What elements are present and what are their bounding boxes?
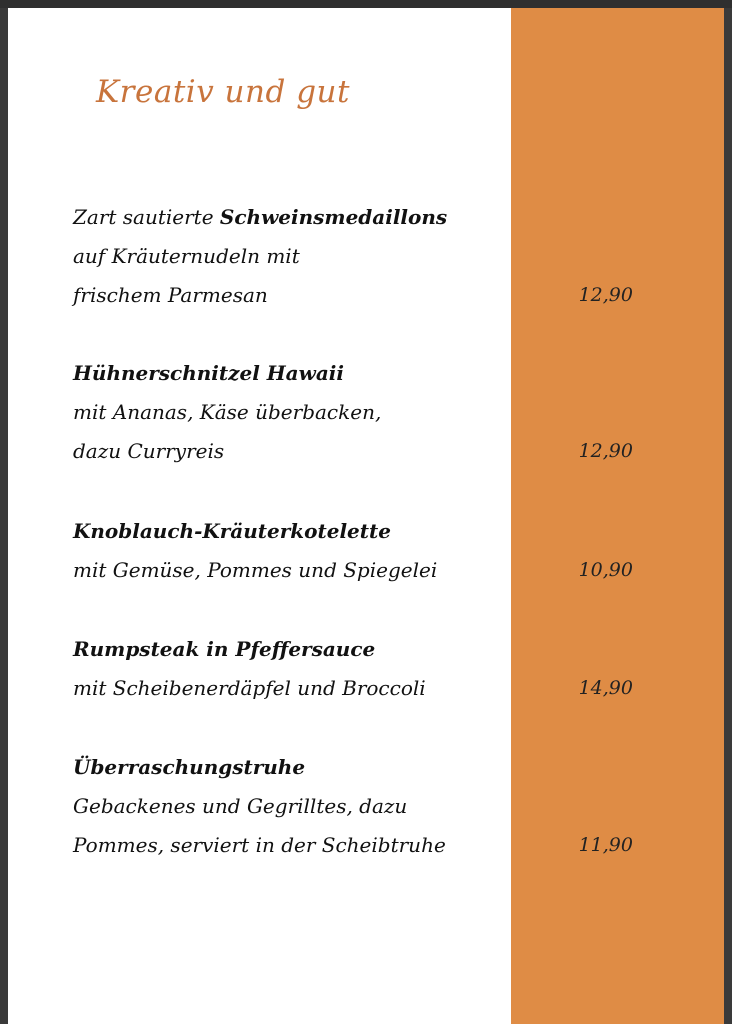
page-title: Kreativ und gut: [96, 74, 350, 110]
dish-lead-text: Zart sautierte: [73, 205, 220, 229]
dish-description: auf Kräuternudeln mit: [73, 244, 300, 268]
menu-item-rumpsteak: [73, 630, 633, 708]
dish-name-line: [73, 198, 633, 237]
dish-price: 14,90: [578, 677, 633, 699]
dish-name: Rumpsteak in Pfeffersauce: [73, 637, 376, 661]
menu-item-huehnerschnitzel: [73, 354, 633, 471]
dish-name: Überraschungstruhe: [73, 755, 306, 779]
dish-name: Hühnerschnitzel Hawaii: [73, 361, 345, 385]
menu-item-kotelette: [73, 512, 633, 590]
menu-item-ueberraschungstruhe: [73, 748, 633, 865]
dish-description: Gebackenes und Gegrilltes, dazu: [73, 794, 408, 818]
menu-item-schweinsmedaillons: [73, 198, 633, 315]
dish-description: mit Ananas, Käse überbacken,: [73, 400, 382, 424]
dish-description: frischem Parmesan: [73, 283, 268, 307]
dish-name: Schweinsmedaillons: [219, 205, 448, 229]
dish-description: mit Gemüse, Pommes und Spiegelei: [73, 558, 438, 582]
menu-page: [8, 8, 724, 1024]
dish-price: 11,90: [578, 834, 633, 856]
dish-description: dazu Curryreis: [73, 439, 225, 463]
dish-price: 10,90: [578, 559, 633, 581]
dish-name: Knoblauch-Kräuterkotelette: [73, 519, 391, 543]
dish-price: 12,90: [578, 284, 633, 306]
viewer-top-bar: [0, 0, 732, 8]
dish-description: mit Scheibenerdäpfel und Broccoli: [73, 676, 426, 700]
dish-description: Pommes, serviert in der Scheibtruhe: [73, 833, 446, 857]
dish-price: 12,90: [578, 440, 633, 462]
